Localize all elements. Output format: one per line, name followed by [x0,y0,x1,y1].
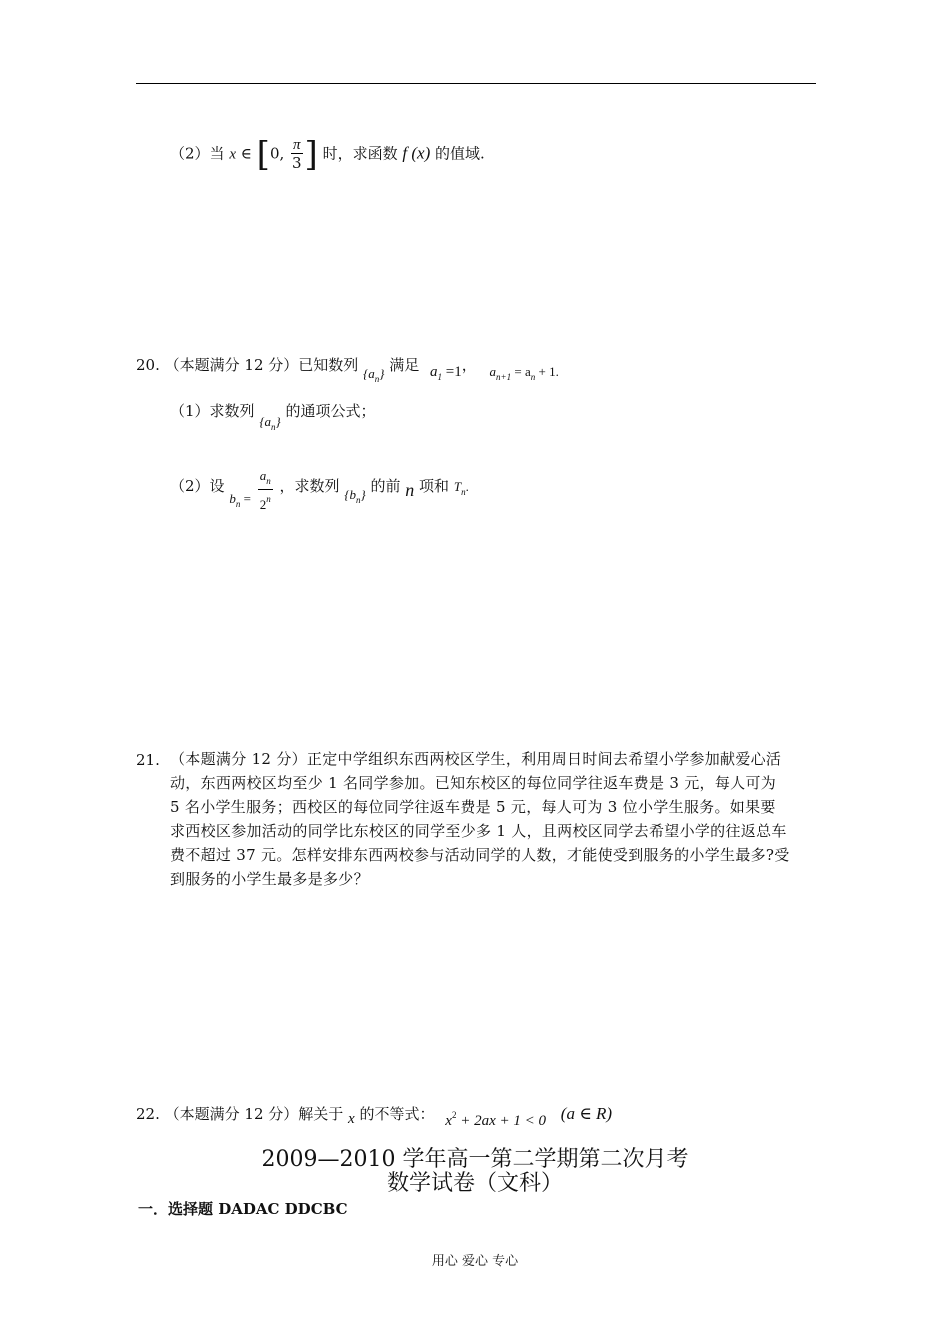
answer-title-line1: 2009—2010 学年高一第二学期第二次月考 [261,1147,689,1172]
recurrence: $a_{n+1} = a_n + 1$. [489,364,559,382]
q20-header [136,354,559,384]
q21-number: 21. [136,751,160,769]
a1-equation: $a_1 =1$ [430,364,462,382]
interval-zero: 0, [269,144,285,163]
q20-part1 [170,400,376,432]
inequality: $x^2 + 2ax + 1 < 0$ [445,1110,546,1129]
q22-mid-text: 的不等式： [359,1105,435,1123]
q20-part1-end: 的通项公式； [285,402,376,420]
q22-header-text: （本题满分 12 分）解关于 [164,1105,344,1123]
var-x: x [348,1111,355,1127]
q20-number: 20. [136,356,160,374]
pi-over-three [291,137,303,172]
condition-a-in-R: (a ∈ R) [560,1104,613,1123]
q20-part2-label: （2）设 [170,477,225,495]
var-n: n [405,480,415,500]
q22 [136,1103,613,1129]
comma: ， [461,356,477,374]
Tn-var: $T_n$. [453,479,469,497]
left-bracket: [ [256,134,270,175]
header-rule [136,83,816,84]
q20-part2 [170,464,469,510]
satisfy-text: 满足 [389,356,420,374]
var-x: x [229,146,236,163]
q19-part2 [170,134,485,175]
q20-part2-front: 的前 [370,477,401,495]
seq-a-set: $\{a_n\}$ [259,414,281,432]
in-symbol: ∈ [240,144,252,163]
q20-part2-mid: ，求数列 [279,477,340,495]
frac-denominator: 3 [292,154,302,172]
answer-title-line2: 数学试卷（文科） [386,1171,563,1196]
seq-a-set: $\{a_n\}$ [363,366,385,384]
q19-end-text: 的值域. [435,144,485,163]
q21-text: （本题满分 12 分）正定中学组织东西两校区学生，利用周日时间去希望小学参加献爱心活动，东西两校区均至少 1 名同学参加。已知东校区的每位同学往返车费是 3 元，每人可为 5 名小学生服务；西校区的每位同学往返车费是 5 元，每人可为 3 位小学生服务。如果要求西校区参加活动的同学比东校区的同学至少多 1 人，且两校区同学去希望小学的往返总车费不超过 37 元。怎样安排东西两校参与活动同学的人数，才能使受到服务的小学生最多?受到服务的小学生最多是多少？ [170,750,790,888]
page-footer: 用心 爱心 专心 [431,1254,519,1269]
q19-mid-text: 时，求函数 [322,144,398,163]
seq-b-set: $\{b_n\}$ [344,487,366,505]
q19-part2-label: （2）当 [170,144,225,163]
q20-part2-end: 项和 [419,477,450,495]
frac-numerator: π [293,137,301,153]
q22-number: 22. [136,1105,160,1123]
right-bracket: ] [304,134,318,175]
function-fx: f (x) [402,143,431,163]
bn-var: $b_n$ = [229,491,251,509]
an-over-2n: $\frac{a_n}{2^n}$ [259,468,271,512]
q20-header-text: （本题满分 12 分）已知数列 [164,356,359,374]
q20-part1-label: （1）求数列 [170,402,255,420]
choice-answers: 一．选择题 DADAC DDCBC [138,1200,348,1218]
